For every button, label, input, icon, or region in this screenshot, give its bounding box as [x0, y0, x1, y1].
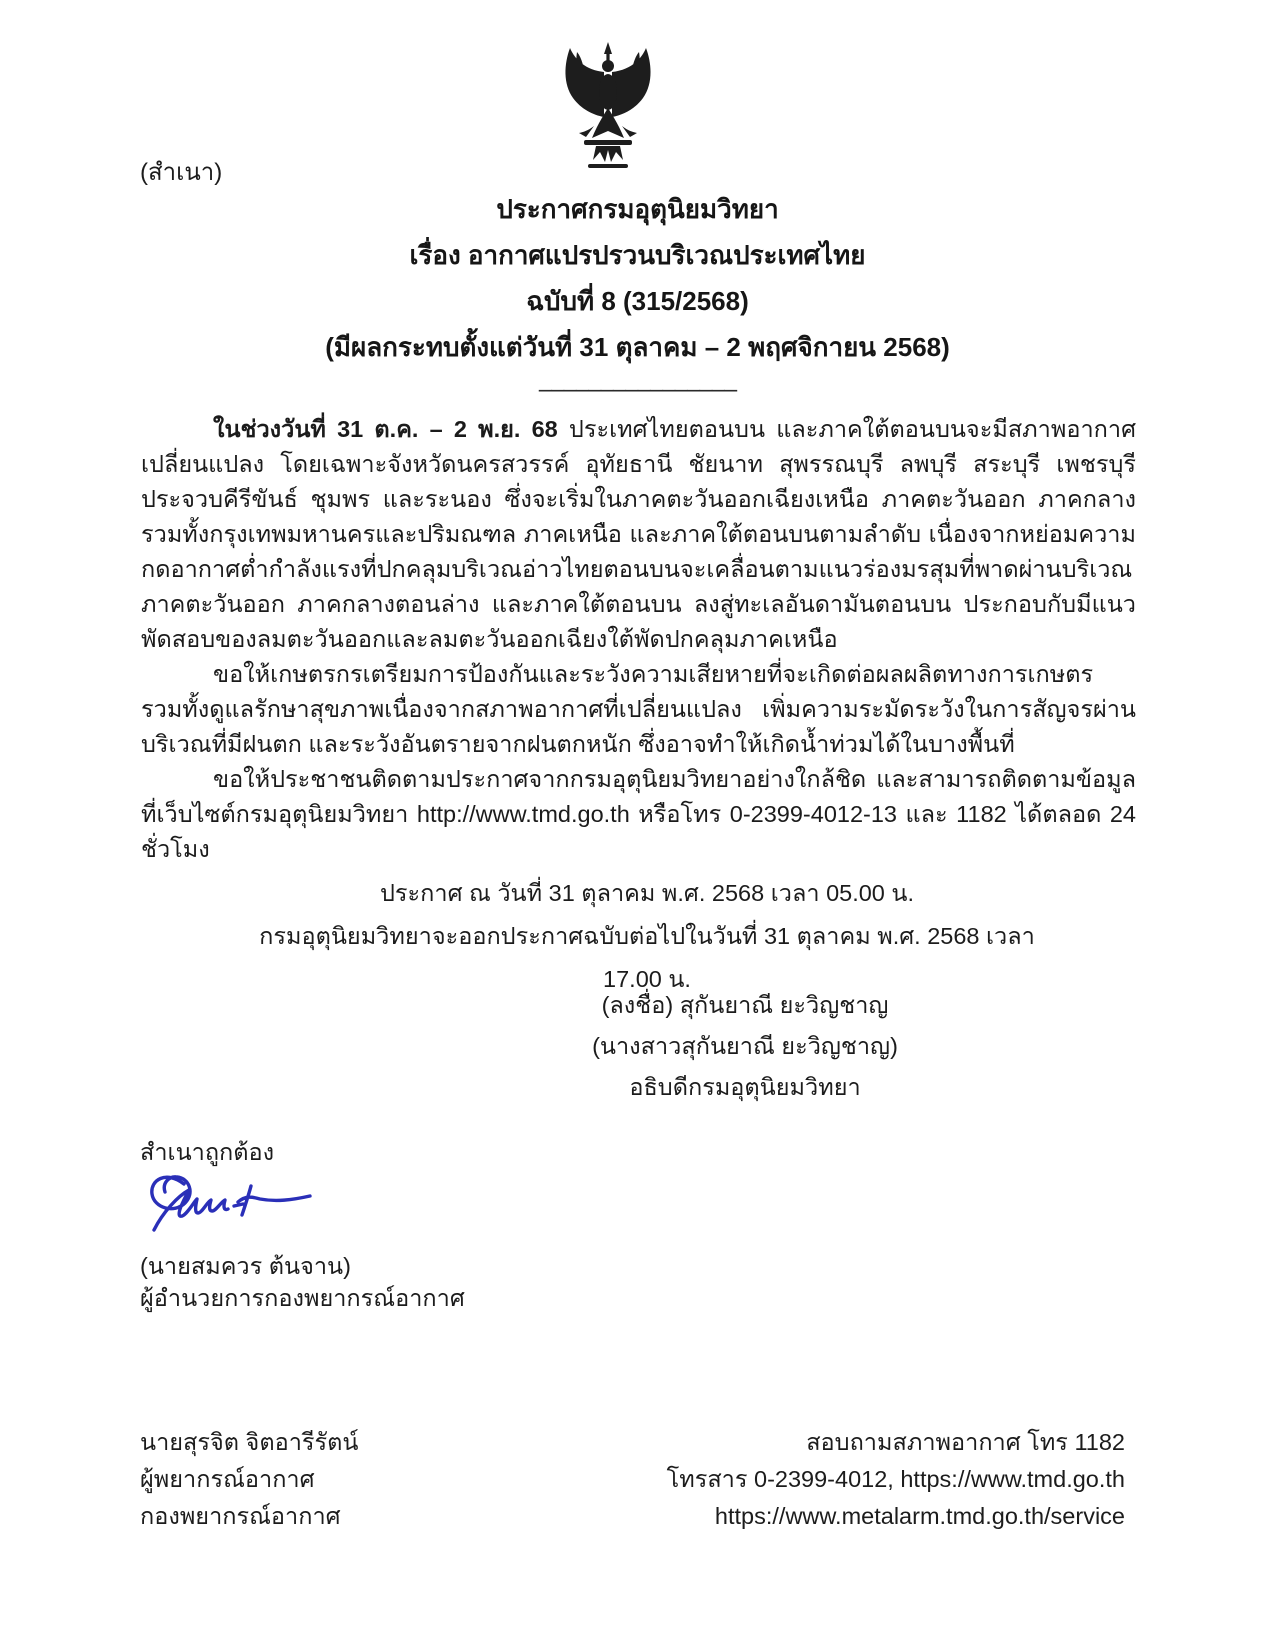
signer-name: (นางสาวสุกันยาณี ยะวิญชาญ): [592, 1033, 898, 1059]
certification-block: [140, 1136, 465, 1314]
announcement-body: [141, 412, 1136, 867]
signature-block: [455, 985, 1035, 1108]
forecaster-title: ผู้พยากรณ์อากาศ: [140, 1466, 315, 1492]
effective-period: (มีผลกระทบตั้งแต่วันที่ 31 ตุลาคม – 2 พฤศจิกายน 2568): [325, 332, 950, 362]
issue-number: ฉบับที่ 8 (315/2568): [526, 286, 749, 316]
certified-copy-label: สำเนาถูกต้อง: [140, 1139, 275, 1165]
issuance-block: [237, 872, 1057, 1001]
signer-position: อธิบดีกรมอุตุนิยมวิทยา: [629, 1074, 861, 1100]
certifier-name: (นายสมควร ต้นจาน): [140, 1253, 351, 1279]
body-paragraph-contact: ขอให้ประชาชนติดตามประกาศจากกรมอุตุนิยมวิทยาอย่างใกล้ชิด และสามารถติดตามข้อมูลที่เว็บไซต์กรมอุตุนิยมวิทยา http://www.tmd.go.th หรือโทร 0-2399-4012-13 และ 1182 ได้ตลอด 24 ชั่วโมง: [141, 766, 1136, 862]
garuda-emblem-icon: [553, 40, 663, 180]
contact-fax-website-line: โทรสาร 0-2399-4012, https://www.tmd.go.th: [666, 1466, 1125, 1492]
contact-phone-line: สอบถามสภาพอากาศ โทร 1182: [806, 1429, 1125, 1455]
body-paragraph-advice: ขอให้เกษตรกรเตรียมการป้องกันและระวังความเสียหายที่จะเกิดต่อผลผลิตทางการเกษตร รวมทั้งดูแลรักษาสุขภาพเนื่องจากสภาพอากาศที่เปลี่ยนแปลง เพิ่มความระมัดระวังในการสัญจรผ่านบริเวณที่มีฝนตก และระวังอันตรายจากฝนตกหนัก ซึ่งอาจทำให้เกิดน้ำท่วมได้ในบางพื้นที่: [141, 661, 1136, 757]
next-issue-line: กรมอุตุนิยมวิทยาจะออกประกาศฉบับต่อไปในวันที่ 31 ตุลาคม พ.ศ. 2568 เวลา 17.00 น.: [259, 923, 1035, 992]
footer-left-column: [140, 1424, 358, 1535]
announcement-subject: เรื่อง อากาศแปรปรวนบริเวณประเทศไทย: [409, 240, 866, 270]
date-range-bold: ในช่วงวันที่ 31 ต.ค. – 2 พ.ย. 68: [213, 416, 558, 442]
paragraph-weather-text: ประเทศไทยตอนบน และภาคใต้ตอนบนจะมีสภาพอากาศเปลี่ยนแปลง โดยเฉพาะจังหวัดนครสวรรค์ อุทัยธานี ชัยนาท สุพรรณบุรี ลพบุรี สระบุรี เพชรบุรี ประจวบคีรีขันธ์ ชุมพร และระนอง ซึ่งจะเริ่มในภาคตะวันออกเฉียงเหนือ ภาคตะวันออก ภาคกลาง รวมทั้งกรุงเทพมหานครและปริมณฑล ภาคเหนือ และภาคใต้ตอนบนตามลำดับ เนื่องจากหย่อมความกดอากาศต่ำกำลังแรงที่ปกคลุมบริเวณอ่าวไทยตอนบนจะเคลื่อนตามแนวร่องมรสุมที่พาดผ่านบริเวณภาคตะวันออก ภาคกลางตอนล่าง และภาคใต้ตอนบน ลงสู่ทะเลอันดามันตอนบน ประกอบกับมีแนวพัดสอบของลมตะวันออกและลมตะวันออกเฉียงใต้พัดปกคลุมภาคเหนือ: [141, 416, 1136, 652]
announced-date-line: ประกาศ ณ วันที่ 31 ตุลาคม พ.ศ. 2568 เวลา 05.00 น.: [380, 880, 914, 906]
copy-label: (สำเนา): [140, 159, 223, 186]
document-header: [0, 186, 1275, 410]
handwritten-signature-icon: [144, 1170, 465, 1250]
forecaster-division: กองพยากรณ์อากาศ: [140, 1503, 341, 1529]
header-divider: ––––––––––––––––: [538, 376, 737, 403]
certifier-position: ผู้อำนวยการกองพยากรณ์อากาศ: [140, 1285, 465, 1311]
footer-right-column: [667, 1424, 1125, 1535]
contact-metalarm-url-line: https://www.metalarm.tmd.go.th/service: [714, 1503, 1125, 1529]
body-paragraph-weather: [141, 412, 1136, 657]
document-footer: [140, 1424, 1125, 1535]
forecaster-name: นายสุรจิต จิตอารีรัตน์: [140, 1429, 359, 1455]
announcement-title: ประกาศกรมอุตุนิยมวิทยา: [496, 194, 779, 224]
signed-line: (ลงชื่อ) สุกันยาณี ยะวิญชาญ: [601, 992, 889, 1018]
